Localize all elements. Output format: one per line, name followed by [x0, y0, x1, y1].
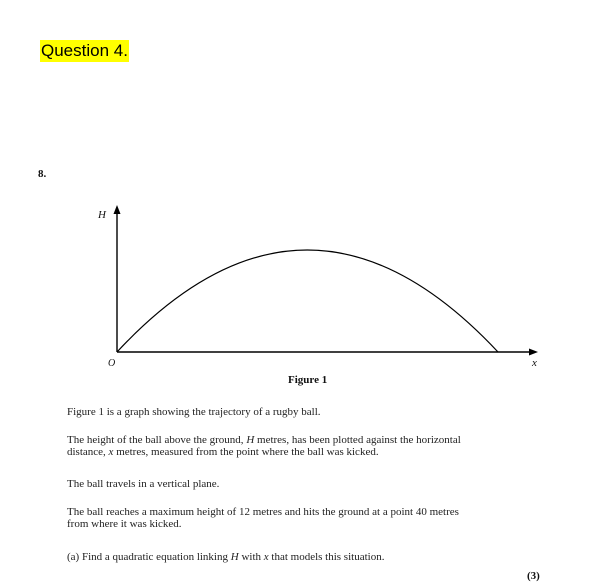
- trajectory-curve: [117, 250, 498, 352]
- marks-label: (3): [527, 570, 540, 582]
- paragraph-vertical-plane: [67, 478, 537, 490]
- paragraph-max-height: [67, 506, 537, 530]
- y-axis-label: H: [98, 209, 106, 221]
- origin-label: O: [108, 358, 116, 369]
- paragraph-line: distance, x metres, measured from the point where the ball was kicked.: [67, 446, 379, 458]
- paragraph-line: The ball travels in a vertical plane.: [67, 478, 220, 490]
- question-heading: Question 4.: [41, 41, 128, 60]
- y-axis-arrow: [114, 205, 121, 214]
- x-axis-arrow: [529, 349, 538, 356]
- question-number: 8.: [38, 168, 47, 180]
- paragraph-line: The ball reaches a maximum height of 12 metres and hits the ground at a point 40 metres: [67, 506, 459, 518]
- figure-caption: Figure 1: [288, 374, 328, 386]
- paragraph-height-description: [67, 434, 537, 458]
- paragraph-intro: [67, 406, 537, 418]
- paragraph-line: The height of the ball above the ground, H metres, has been plotted against the horizontal: [67, 434, 461, 446]
- trajectory-figure: [80, 198, 560, 370]
- x-axis-label: x: [532, 357, 537, 369]
- paragraph-line: (a) Find a quadratic equation linking H with x that models this situation.: [67, 551, 385, 563]
- paragraph-intro-text: Figure 1 is a graph showing the trajectory of a rugby ball.: [67, 406, 321, 418]
- paragraph-line: from where it was kicked.: [67, 518, 182, 530]
- question-part-a: [67, 551, 537, 563]
